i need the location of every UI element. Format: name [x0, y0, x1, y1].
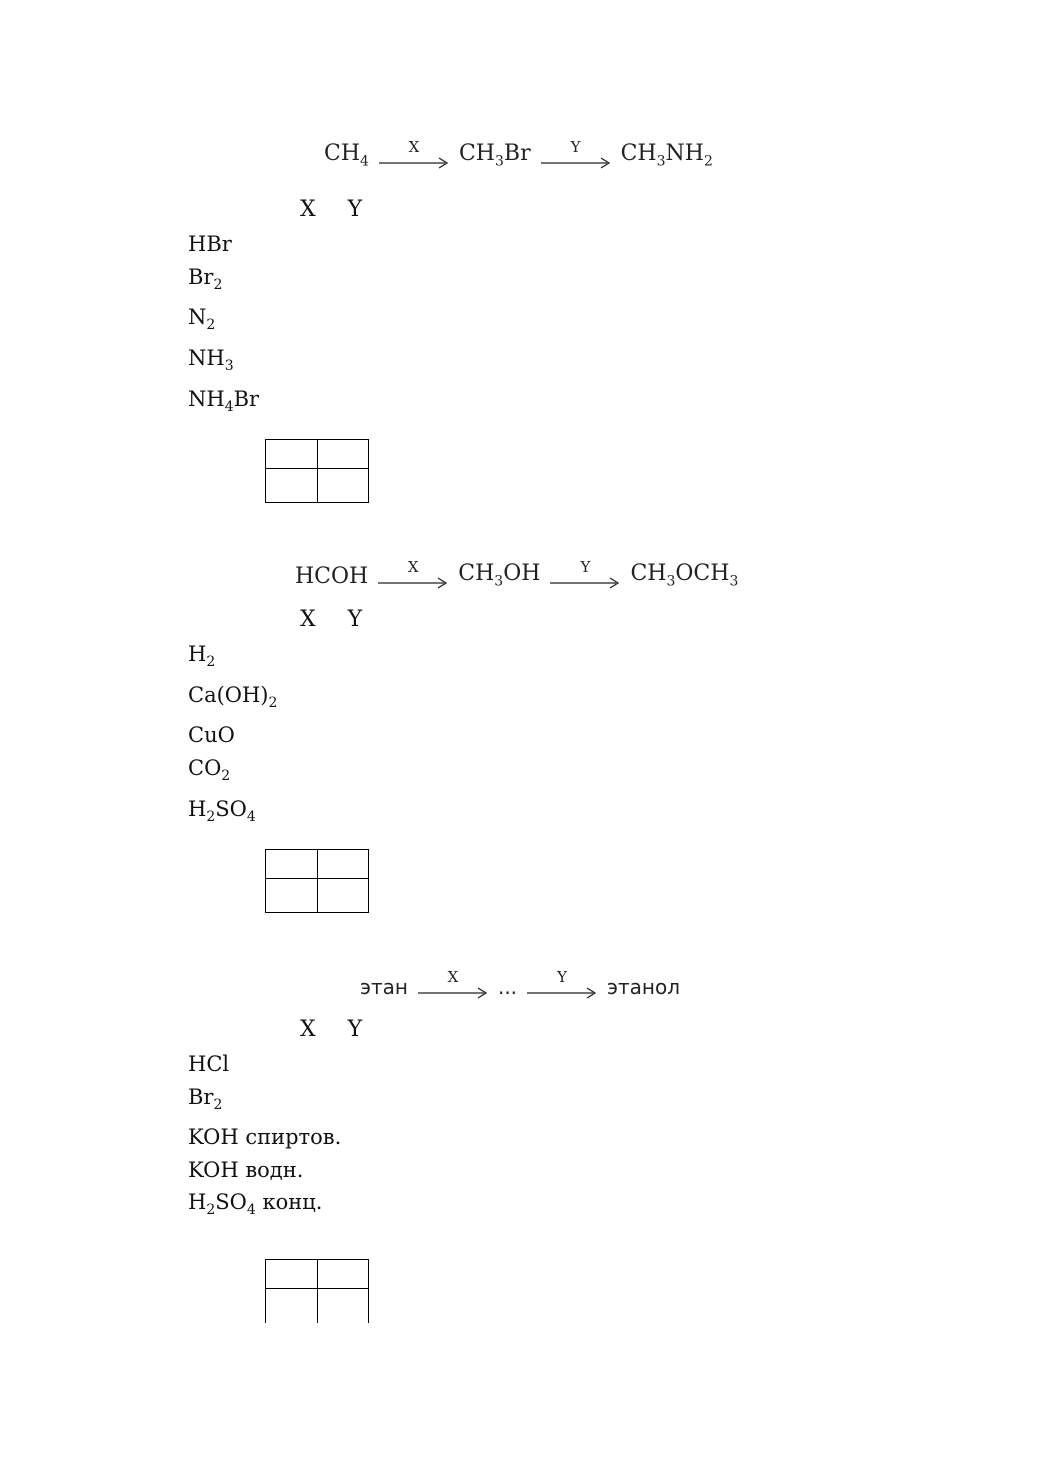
header-x: X	[300, 607, 316, 632]
header-x: X	[300, 197, 316, 222]
scheme-2-start: HCOH	[295, 564, 369, 589]
arrow-y-3	[527, 970, 597, 999]
header-y: Y	[347, 1017, 363, 1042]
answer-grid-3[interactable]	[265, 1259, 369, 1323]
reaction-scheme-2	[295, 560, 738, 589]
right-arrow-icon	[541, 157, 611, 169]
scheme-2-end: $CH_3OCH_3$	[630, 560, 739, 589]
option-item: $H_2SO_4$ конц.	[188, 1190, 323, 1219]
scheme-3-mid: ...	[497, 975, 518, 999]
option-item: HCl	[188, 1052, 230, 1076]
reaction-scheme-3	[360, 970, 680, 999]
option-item: KOH спиртов.	[188, 1125, 342, 1150]
xy-header-1	[300, 197, 362, 222]
header-y: Y	[347, 607, 363, 632]
option-item: $H_2SO_4$	[188, 796, 256, 825]
right-arrow-icon	[418, 987, 488, 999]
arrow-label-x: X	[408, 138, 420, 156]
arrow-label-y: Y	[570, 138, 581, 156]
option-item: $Br_2$	[188, 1084, 223, 1113]
option-item: $Br_2$	[188, 264, 223, 293]
arrow-x-1	[379, 140, 449, 169]
reaction-scheme-1	[324, 140, 713, 169]
scheme-3-start: этан	[360, 975, 408, 999]
options-list-1	[188, 228, 259, 423]
right-arrow-icon	[550, 577, 620, 589]
arrow-y-2	[550, 560, 620, 589]
answer-grid-1[interactable]	[265, 439, 369, 503]
grid-divider	[266, 878, 368, 879]
option-item: $CO_2$	[188, 755, 231, 785]
grid-divider	[266, 1288, 368, 1289]
arrow-x-2	[378, 560, 448, 589]
arrow-label-y: Y	[580, 558, 591, 576]
option-item: CuO	[188, 723, 235, 748]
arrow-y-1	[541, 140, 611, 169]
option-item: $NH_3$	[188, 345, 234, 375]
scheme-1-mid: $CH_3Br$	[458, 140, 531, 169]
grid-divider	[317, 1260, 318, 1323]
option-item: HBr	[188, 232, 232, 256]
options-list-2	[188, 638, 277, 833]
options-list-3	[188, 1048, 341, 1227]
scheme-1-end: $CH_3NH_2$	[620, 140, 713, 169]
arrow-x-3	[418, 970, 488, 999]
grid-divider	[266, 468, 368, 469]
option-item: KOH водн.	[188, 1157, 304, 1182]
header-y: Y	[347, 197, 363, 222]
right-arrow-icon	[527, 987, 597, 999]
right-arrow-icon	[379, 157, 449, 169]
xy-header-2	[300, 607, 362, 632]
header-x: X	[300, 1017, 316, 1042]
option-item: $N_2$	[188, 305, 216, 334]
option-item: $H_2$	[188, 642, 216, 671]
grid-divider	[317, 850, 318, 912]
scheme-3-end: этанол	[607, 975, 681, 999]
scheme-2-mid: $CH_3OH$	[458, 560, 541, 589]
grid-divider	[317, 440, 318, 502]
xy-header-3	[300, 1017, 362, 1042]
option-item: $Ca(OH)_2$	[188, 682, 278, 711]
arrow-label-y: Y	[557, 968, 567, 986]
arrow-label-x: X	[407, 558, 419, 576]
arrow-label-x: X	[447, 968, 459, 986]
scheme-1-start: $CH_4$	[324, 140, 369, 169]
right-arrow-icon	[378, 577, 448, 589]
option-item: $NH_4Br$	[188, 386, 260, 415]
answer-grid-2[interactable]	[265, 849, 369, 913]
